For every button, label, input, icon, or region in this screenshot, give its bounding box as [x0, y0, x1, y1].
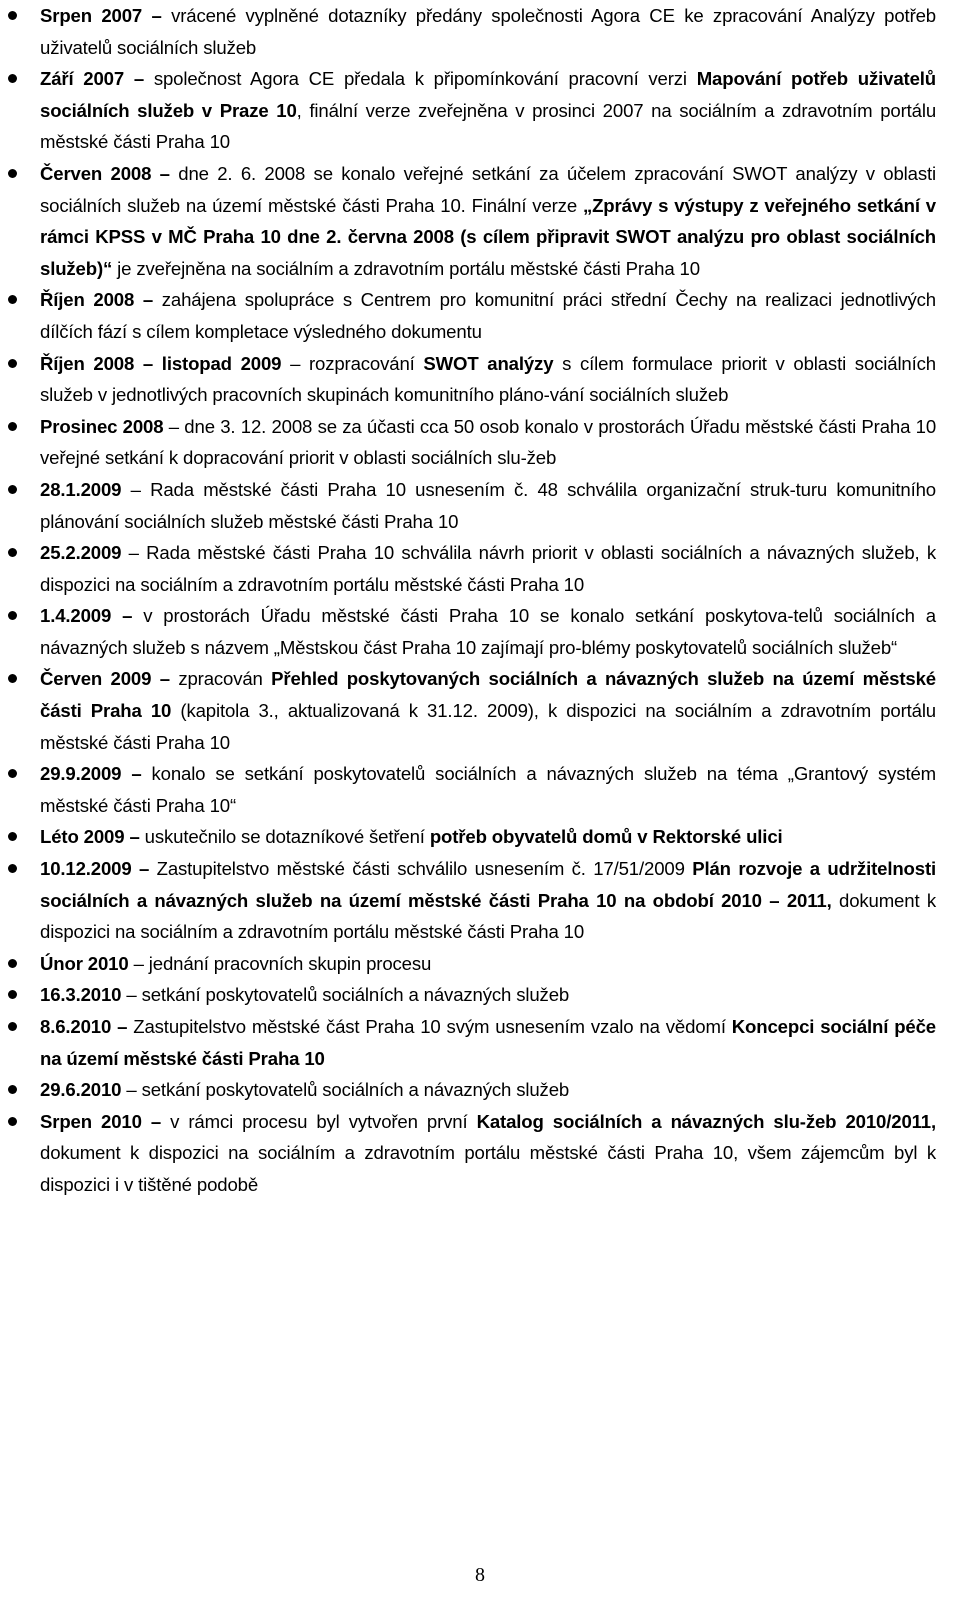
timeline-item-bold-text: „Zprávy s výstupy z veřejného setkání v rámci KPSS v MČ Praha 10 dne 2. června 2008 (s cílem připravit SWOT analýzu pro oblast sociálních služeb)“ — [40, 194, 936, 279]
timeline-item — [40, 758, 936, 821]
timeline-item-bold-text: SWOT analýzy — [423, 352, 554, 374]
timeline-item-text: zpracován — [178, 668, 272, 690]
timeline-item-bold-text: 10.12.2009 – — [40, 858, 157, 880]
timeline-item — [40, 821, 936, 853]
timeline-item-text: dne 2. 6. 2008 se konalo veřejné setkání za účelem zpracování SWOT analýzy v oblasti sociálních služeb na území městské části Praha 10. Finální verze — [40, 162, 936, 216]
timeline-item-bold-text: Katalog sociálních a návazných slu-žeb 2010/2011, — [476, 1110, 937, 1132]
timeline-item-text: – Rada městské části Praha 10 schválila návrh priorit v oblasti sociálních a návazných služeb, k dispozici na sociálním a zdravotním portálu městské části Praha 10 — [40, 542, 936, 595]
timeline-item-bold-text: 8.6.2010 – — [40, 1016, 134, 1037]
timeline-item-bold-text: potřeb obyvatelů domů v Rektorské ulici — [429, 826, 783, 848]
timeline-item-bold-text: 29.6.2010 — [40, 1079, 122, 1101]
timeline-item-bold-text: 25.2.2009 — [40, 542, 122, 564]
timeline-item-bold-text: Červen 2009 – — [40, 668, 179, 690]
page-number: 8 — [475, 1564, 485, 1586]
timeline-item-bold-text: Plán rozvoje a udržitelnosti sociálních a návazných služeb na území městské části Praha 10 na období 2010 – 2011, — [40, 858, 936, 911]
timeline-item-text: konalo se setkání poskytovatelů sociálních a návazných služeb na téma „Grantový systém městské části Praha 10“ — [40, 763, 937, 816]
timeline-item-bold-text: Mapování potřeb uživatelů sociálních služeb v Praze 10 — [40, 68, 937, 121]
timeline-item-text: společnost Agora CE předala k připomínkování pracovní verzi — [153, 68, 697, 90]
timeline-item — [40, 1106, 936, 1201]
timeline-item-text: v rámci procesu byl vytvořen první — [170, 1110, 477, 1132]
timeline-item-text: (kapitola 3., aktualizovaná k 31.12. 2009), k dispozici na sociálním a zdravotním portálu městské části Praha 10 — [40, 700, 936, 753]
timeline-item-bold-text: Červen 2008 – — [40, 162, 179, 184]
timeline-item-text: Zastupitelstvo městské části schválilo usnesením č. 17/51/2009 — [156, 858, 693, 880]
timeline-item-text: – dne 3. 12. 2008 se za účasti cca 50 osob konalo v prostorách Úřadu městské části Praha 10 veřejné setkání k dopracování priorit v oblasti sociálních slu-žeb — [40, 415, 937, 469]
timeline-item — [40, 411, 936, 474]
timeline-item-bold-text: Prosinec 2008 — [40, 415, 164, 437]
timeline-item — [40, 474, 936, 537]
timeline-item-bold-text: Únor 2010 — [40, 952, 129, 974]
timeline-item-bold-text: Říjen 2008 – — [40, 289, 162, 311]
timeline-item — [40, 284, 936, 347]
timeline-item-text: Zastupitelstvo městské část Praha 10 svým usnesením vzalo na vědomí — [133, 1016, 732, 1037]
timeline-item-text: , finální verze zveřejněna v prosinci 2007 na sociálním a zdravotním portálu městské části Praha 10 — [40, 99, 937, 153]
timeline-item-bold-text: 1.4.2009 – — [40, 605, 144, 627]
timeline-item — [40, 158, 936, 284]
timeline-item-text: dokument k dispozici na sociálním a zdravotním portálu městské části Praha 10, všem zájemcům byl k dispozici i v tištěné podobě — [40, 1142, 936, 1195]
timeline-item-text: – setkání poskytovatelů sociálních a návazných služeb — [121, 984, 570, 1006]
timeline-item-text: zahájena spolupráce s Centrem pro komunitní práci střední Čechy na realizaci jednotlivých dílčích fází s cílem kompletace výsledného dokumentu — [40, 289, 936, 342]
timeline-item — [40, 853, 936, 948]
timeline-item-bold-text: Srpen 2007 – — [40, 5, 172, 26]
timeline-item-text: je zveřejněna na sociálním a zdravotním portálu městské části Praha 10 — [112, 257, 700, 279]
timeline-item-text: uskutečnilo se dotazníkové šetření — [144, 826, 430, 848]
timeline-item — [40, 1074, 936, 1106]
timeline-item — [40, 979, 936, 1011]
timeline-item — [40, 1011, 936, 1074]
timeline-item — [40, 0, 936, 63]
timeline-item-bold-text: 28.1.2009 — [40, 478, 122, 500]
timeline-item-bold-text: Září 2007 – — [40, 68, 154, 90]
timeline-item-text: s cílem formulace priorit v oblasti sociálních služeb v jednotlivých pracovních skupinách komunitního pláno-vání sociálních služeb — [40, 352, 936, 406]
timeline-item-text: – rozpracování — [281, 352, 424, 374]
timeline-item — [40, 537, 936, 600]
timeline-item-bold-text: Přehled poskytovaných sociálních a návazných služeb na území městské části Praha 10 — [40, 668, 936, 722]
timeline-item-text: dokument k dispozici na sociálním a zdravotním portálu městské části Praha 10 — [40, 889, 936, 943]
timeline-item — [40, 348, 936, 411]
timeline-item-bold-text: Léto 2009 – — [40, 826, 145, 848]
timeline-item-bold-text: 16.3.2010 — [40, 984, 122, 1006]
timeline-item — [40, 600, 936, 663]
timeline-item-bold-text: Srpen 2010 – — [40, 1110, 171, 1132]
timeline-list — [40, 0, 936, 1201]
timeline-item-bold-text: Říjen 2008 – listopad 2009 — [40, 352, 282, 374]
timeline-item-text: vrácené vyplněné dotazníky předány společnosti Agora CE ke zpracování Analýzy potřeb uživatelů sociálních služeb — [40, 5, 936, 58]
timeline-item — [40, 948, 936, 980]
timeline-item — [40, 663, 936, 758]
timeline-item-bold-text: Koncepci sociální péče na území městské části Praha 10 — [40, 1016, 936, 1069]
timeline-item-text: – Rada městské části Praha 10 usnesením č. 48 schválila organizační struk-turu komunitního plánování sociálních služeb městské části Praha 10 — [40, 478, 936, 532]
timeline-item — [40, 63, 936, 158]
timeline-item-text: v prostorách Úřadu městské části Praha 10 se konalo setkání poskytova-telů sociálních a návazných služeb s názvem „Městskou část Praha 10 zajímají pro-blémy poskytovatelů sociálních služeb“ — [40, 605, 936, 658]
timeline-item-text: – setkání poskytovatelů sociálních a návazných služeb — [121, 1079, 570, 1101]
timeline-item-text: – jednání pracovních skupin procesu — [128, 952, 432, 974]
timeline-item-bold-text: 29.9.2009 – — [40, 763, 152, 785]
